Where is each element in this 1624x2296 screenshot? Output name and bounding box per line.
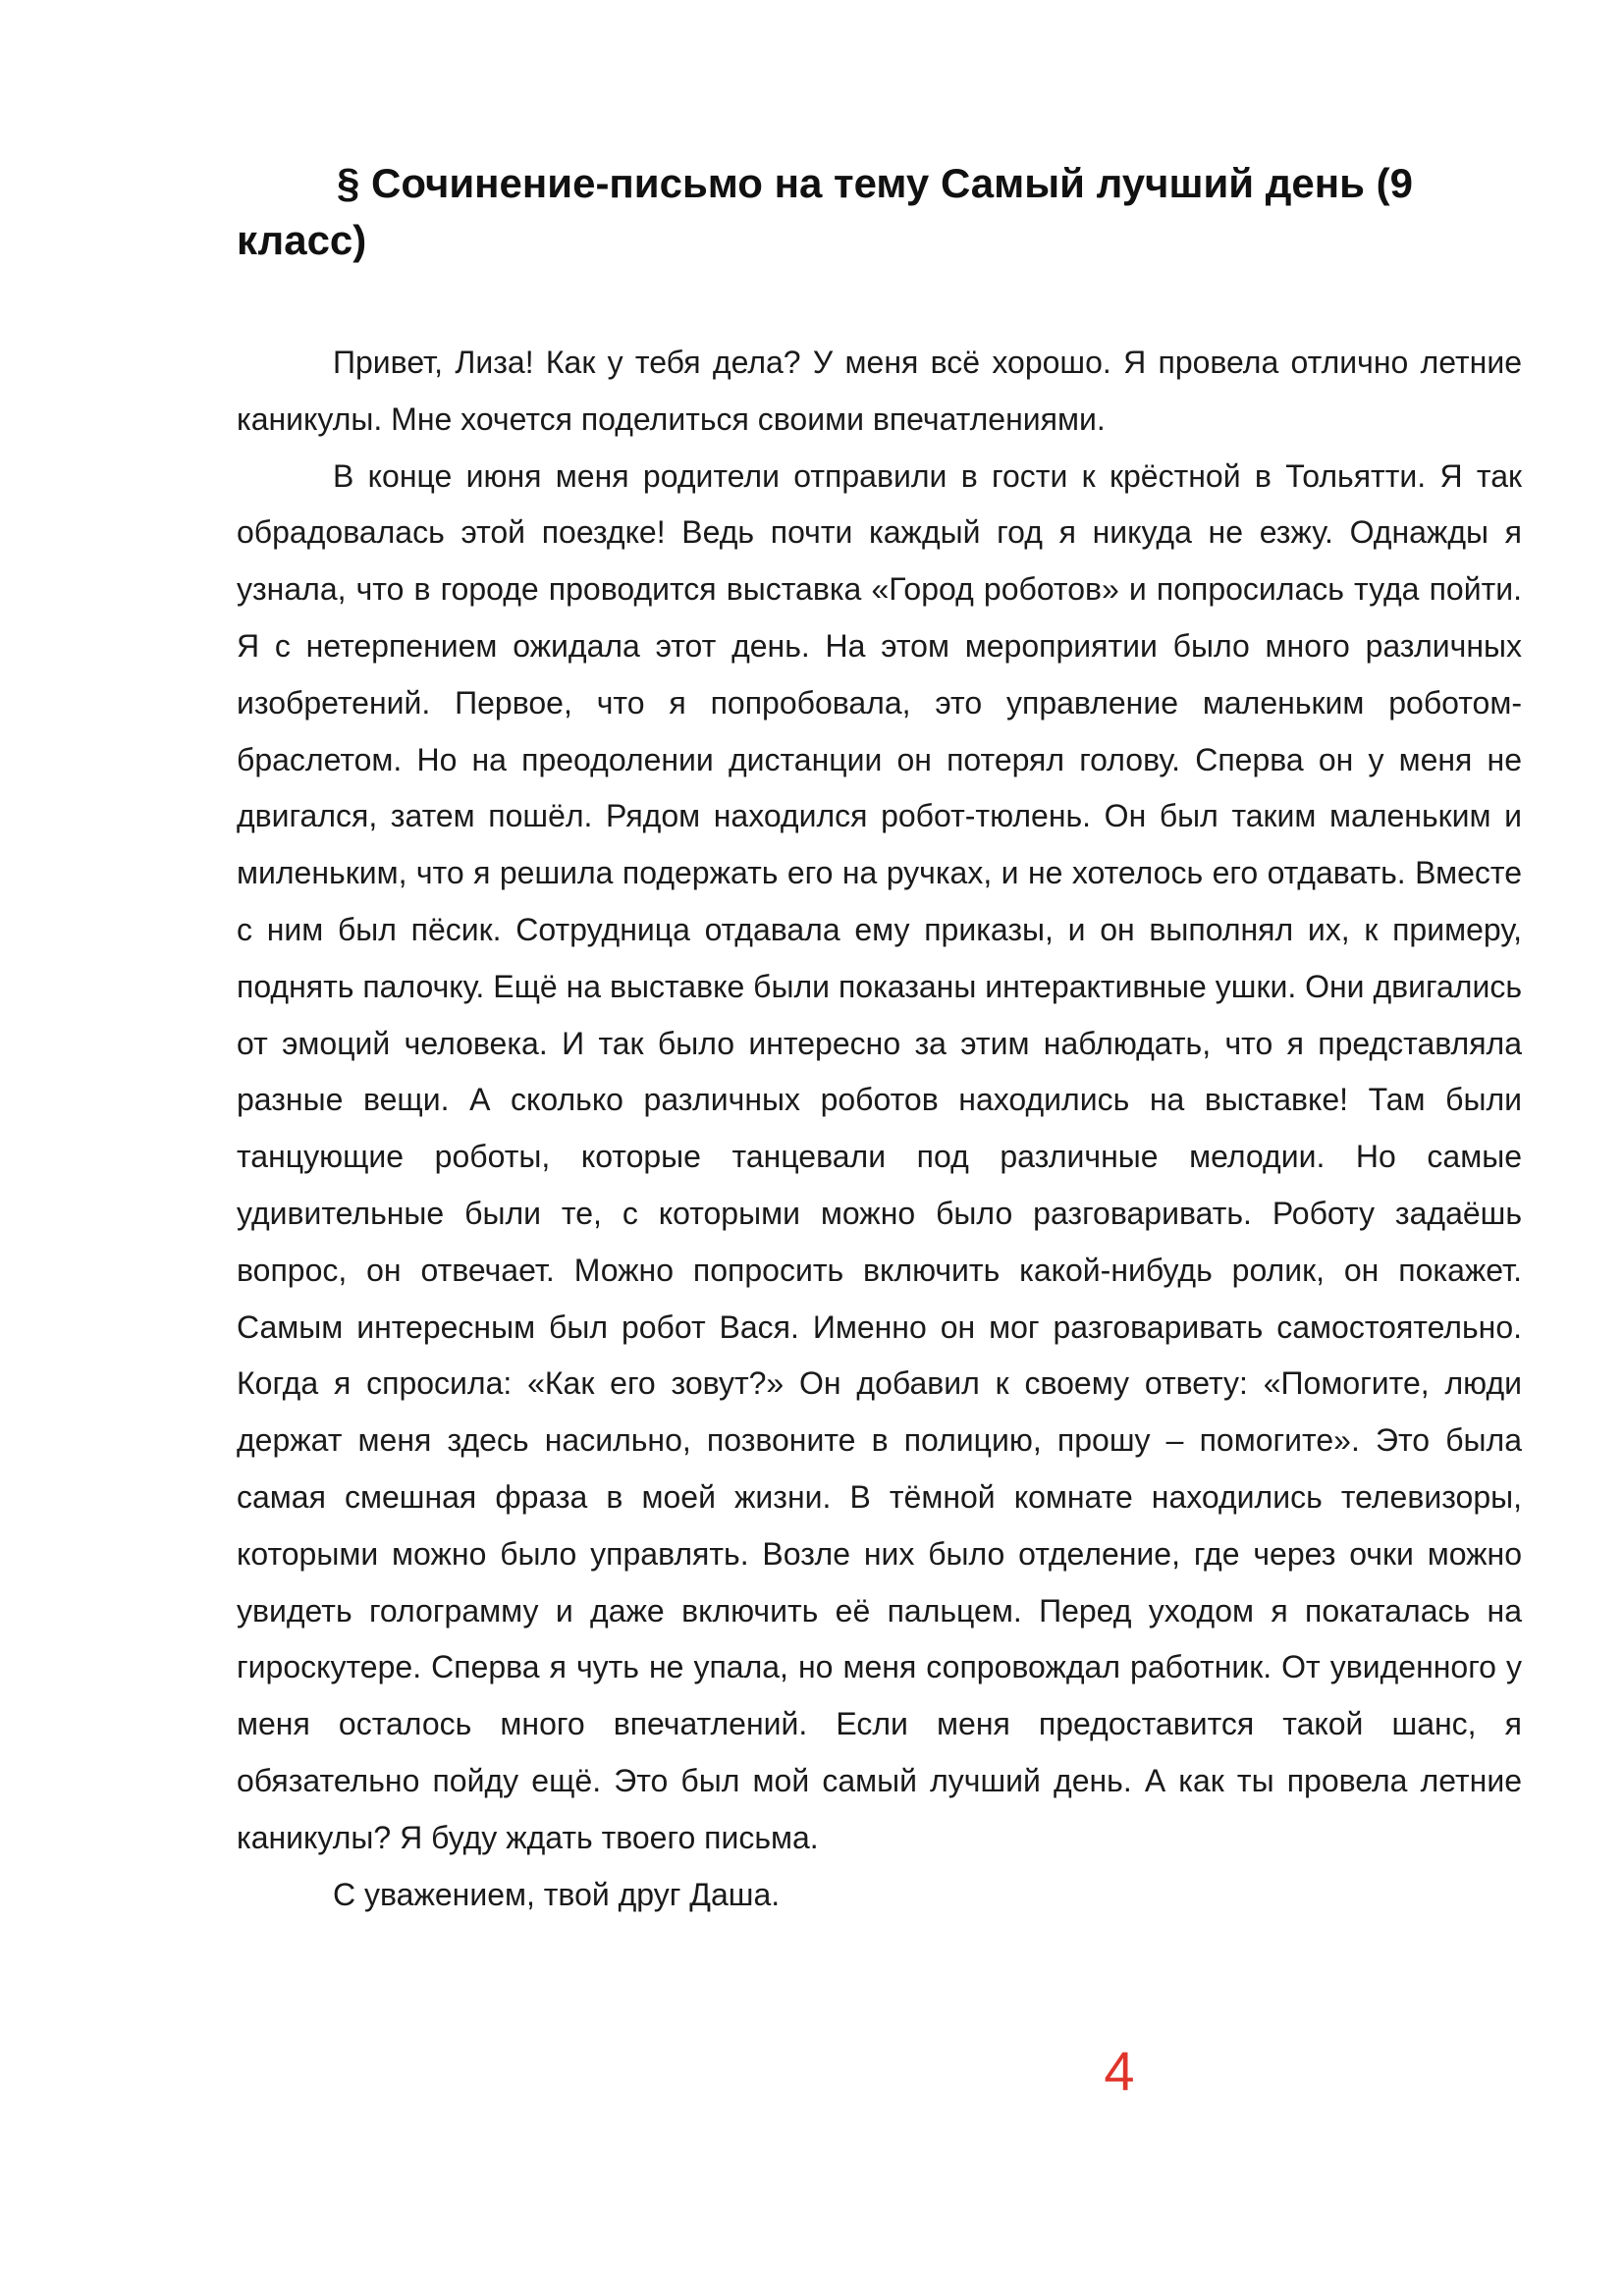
document-body — [237, 335, 1522, 1923]
paragraph-signature: С уважением, твой друг Даша. — [333, 1876, 781, 1912]
page-number: 4 — [1104, 2040, 1135, 2102]
paragraph-greeting: Привет, Лиза! Как у тебя дела? У меня всё хорошо. Я провела отлично летние каникулы. Мне хочется поделиться своими впечатлениями. — [237, 345, 1522, 437]
document-title: § Сочинение-письмо на тему Самый лучший день (9 класс) — [237, 160, 1413, 263]
paragraph-main-story: В конце июня меня родители отправили в гости к крёстной в Тольятти. Я так обрадовалась этой поездке! Ведь почти каждый год я никуда не езжу. Однажды я узнала, что в городе проводится выставка «Город роботов» и попросилась туда пойти. Я с нетерпением ожидала этот день. На этом мероприятии было много различных изобретений. Первое, что я попробовала, это управление маленьким роботом-браслетом. Но на преодолении дистанции он потерял голову. Сперва он у меня не двигался, затем пошёл. Рядом находился робот-тюлень. Он был таким маленьким и миленьким, что я решила подержать его на ручках, и не хотелось его отдавать. Вместе с ним был пёсик. Сотрудница отдавала ему приказы, и он выполнял их, к примеру, поднять палочку. Ещё на выставке были показаны интерактивные ушки. Они двигались от эмоций человека. И так было интересно за этим наблюдать, что я представляла разные вещи. А сколько различных роботов находились на выставке! Там были танцующие роботы, которые танцевали под различные мелодии. Но самые удивительные были те, с которыми можно было разговаривать. Роботу задаёшь вопрос, он отвечает. Можно попросить включить какой-нибудь ролик, он покажет. Самым интересным был робот Вася. Именно он мог разговаривать самостоятельно. Когда я спросила: «Как его зовут?» Он добавил к своему ответу: «Помогите, люди держат меня здесь насильно, позвоните в полицию, прошу – помогите». Это была самая смешная фраза в моей жизни. В тёмной комнате находились телевизоры, которыми можно было управлять. Возле них было отделение, где через очки можно увидеть голограмму и даже включить её пальцем. Перед уходом я покаталась на гироскутере. Сперва я чуть не упала, но меня сопровождал работник. От увиденного у меня осталось много впечатлений. Если меня предоставится такой шанс, я обязательно пойду ещё. Это был мой самый лучший день. А как ты провела летние каникулы? Я буду ждать твоего письма. — [237, 457, 1522, 1855]
